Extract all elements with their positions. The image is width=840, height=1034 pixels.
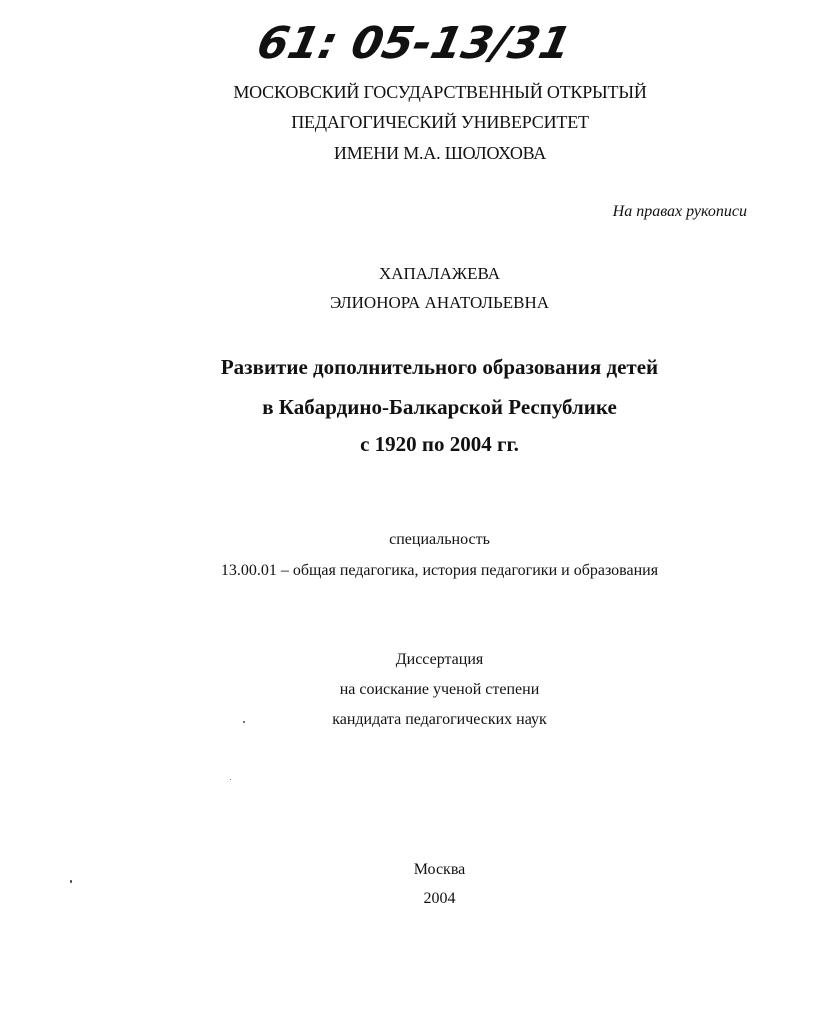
scan-speck xyxy=(230,779,231,780)
scan-speck xyxy=(70,880,72,883)
degree-line-3: кандидата педагогических наук xyxy=(332,711,547,728)
university-line-2: ПЕДАГОГИЧЕСКИЙ УНИВЕРСИТЕТ xyxy=(291,112,589,132)
specialty-label: специальность xyxy=(389,531,490,548)
archive-stamp-text: 61: 05-13/31 xyxy=(252,18,576,69)
title-line-3: с 1920 по 2004 гг. xyxy=(360,432,519,456)
title-line-2: в Кабардино-Балкарской Республике xyxy=(262,395,617,419)
degree-line-1: Диссертация xyxy=(395,651,484,668)
handwritten-archive-stamp xyxy=(252,6,576,76)
specialty-code-name: 13.00.01 – общая педагогика, история педагогики и образования xyxy=(220,562,659,579)
title-line-1: Развитие дополнительного образования детей xyxy=(220,355,659,379)
scan-speck xyxy=(243,721,245,723)
university-line-3: ИМЕНИ М.А. ШОЛОХОВА xyxy=(333,143,547,163)
degree-line-2: на соискание ученой степени xyxy=(339,681,540,698)
author-surname: ХАПАЛАЖЕВА xyxy=(378,264,501,283)
rights-note: На правах рукописи xyxy=(612,203,747,220)
footer-year: 2004 xyxy=(423,890,456,907)
footer-city: Москва xyxy=(413,861,466,878)
university-line-1: МОСКОВСКИЙ ГОСУДАРСТВЕННЫЙ ОТКРЫТЫЙ xyxy=(233,82,647,102)
author-given-names: ЭЛИОНОРА АНАТОЛЬЕВНА xyxy=(329,293,550,312)
